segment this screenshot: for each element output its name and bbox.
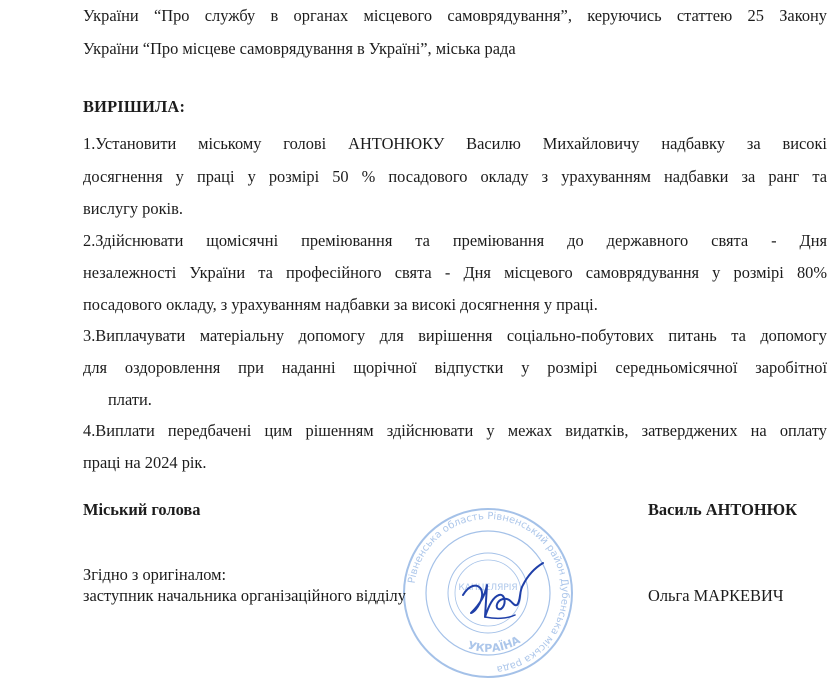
handwritten-signature bbox=[455, 555, 555, 625]
item-4-line-1: 4.Виплати передбачені цим рішенням здійснювати у межах видатків, затверджених на оплату bbox=[83, 421, 827, 440]
decision-heading: ВИРІШИЛА: bbox=[83, 97, 186, 116]
item-3-line-3: плати. bbox=[108, 390, 152, 409]
item-1-line-3: вислугу років. bbox=[83, 199, 183, 218]
item-1-line-1: 1.Установити міському голові АНТОНЮКУ Василю Михайловичу надбавку за високі bbox=[83, 134, 827, 153]
item-2-line-2: незалежності України та професійного свята - Дня місцевого самоврядування у розмірі 80% bbox=[83, 263, 827, 282]
intro-line-1: України “Про службу в органах місцевого самоврядування”, керуючись статтею 25 Закону bbox=[83, 6, 827, 25]
stamp-outer-text: Рівненська область Рівненський район Дубенська міська рада bbox=[406, 510, 571, 675]
item-2-line-3: посадового окладу, з урахуванням надбавки за високі досягнення у праці. bbox=[83, 295, 598, 314]
item-1-line-2: досягнення у праці у розмірі 50 % посадового окладу з урахуванням надбавки за ранг та bbox=[83, 167, 827, 186]
signatory-name: Василь АНТОНЮК bbox=[648, 500, 797, 519]
stamp-center-text: КАНЦЕЛЯРІЯ bbox=[458, 583, 518, 593]
signatory-position: Міський голова bbox=[83, 500, 201, 519]
item-3-line-1: 3.Виплачувати матеріальну допомогу для вирішення соціально-побутових питань та допомогу bbox=[83, 326, 827, 345]
stamp-bottom-text: УКРАЇНА bbox=[466, 633, 523, 655]
intro-line-2: України “Про місцеве самоврядування в Україні”, міська рада bbox=[83, 39, 516, 58]
item-3-line-2: для оздоровлення при наданні щорічної відпустки у розмірі середньомісячної заробітної bbox=[83, 358, 827, 377]
copy-certifier-position: заступник начальника організаційного відділу bbox=[83, 586, 406, 605]
copy-certification-label: Згідно з оригіналом: bbox=[83, 565, 227, 584]
item-2-line-1: 2.Здійснювати щомісячні преміювання та преміювання до державного свята - Дня bbox=[83, 231, 827, 250]
item-4-line-2: праці на 2024 рік. bbox=[83, 453, 207, 472]
copy-certifier-name: Ольга МАРКЕВИЧ bbox=[648, 586, 784, 605]
